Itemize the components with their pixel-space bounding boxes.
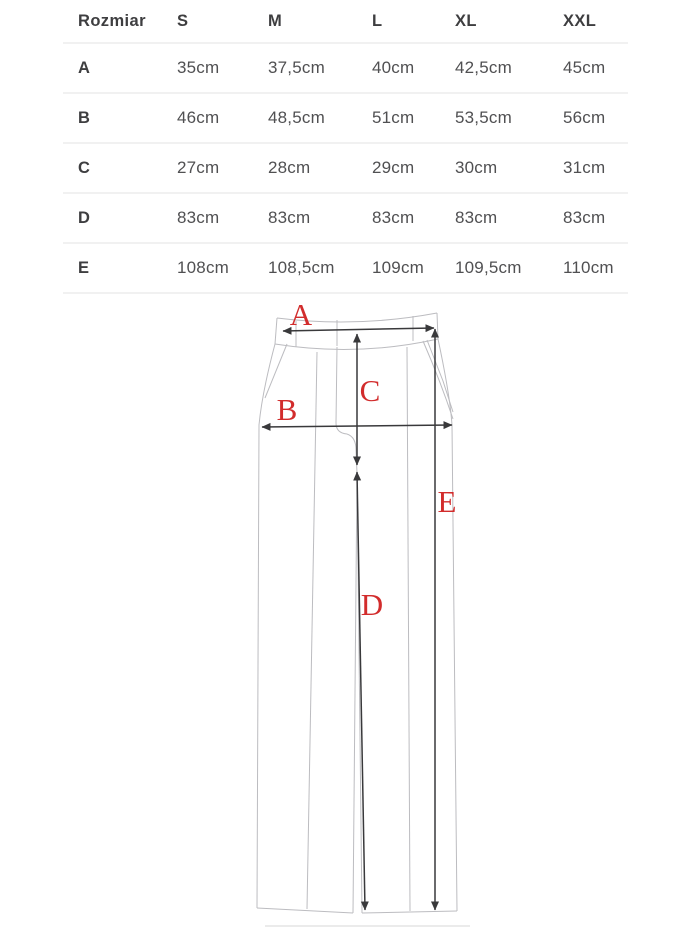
row-label: A [78,58,91,77]
size-table-row-d [63,194,628,244]
measurement-value: 83cm [563,208,606,227]
row-label: E [78,258,90,277]
size-table-header-l: L [372,11,383,30]
right-hem [362,911,457,913]
dimension-label-c: C [359,373,381,408]
size-table-header-xxl: XXL [563,11,597,30]
measurement-value: 83cm [455,208,498,227]
measurement-value: 35cm [177,58,220,77]
measurement-value: 45cm [563,58,606,77]
size-table-header-row [63,0,628,44]
dimension-label-d: D [360,587,384,622]
waistband-left-edge [275,318,277,344]
pants-technical-drawing [230,295,470,933]
measurement-value: 31cm [563,158,606,177]
left-side-seam [257,344,275,908]
size-table-row-e [63,244,628,294]
measurement-value: 29cm [372,158,415,177]
left-hem [257,908,353,913]
measurement-value: 108,5cm [268,258,335,277]
measurement-value: 56cm [563,108,606,127]
measurement-value: 40cm [372,58,415,77]
waistband-right-edge [437,313,438,339]
size-table-header-m: M [268,11,283,30]
measurement-value: 28cm [268,158,311,177]
measurement-value: 109,5cm [455,258,522,277]
measurement-value: 46cm [177,108,220,127]
dimension-label-b: B [276,392,298,427]
measurement-value: 83cm [177,208,220,227]
row-label: C [78,158,91,177]
crotch-seam [347,434,357,473]
measurement-value: 83cm [268,208,311,227]
measurement-value: 37,5cm [268,58,325,77]
fly-seam [336,347,347,434]
measurement-value: 27cm [177,158,220,177]
size-table-row-b [63,94,628,144]
size-table-body [63,44,628,294]
measurement-value: 51cm [372,108,415,127]
measurement-value: 109cm [372,258,425,277]
size-table-header-rozmiar: Rozmiar [78,11,146,30]
left-crease-line [307,352,317,909]
measurement-value: 83cm [372,208,415,227]
right-pocket-line [423,341,453,419]
row-label: D [78,208,91,227]
measurement-value: 48,5cm [268,108,325,127]
right-crease-line [407,347,410,911]
size-table-header-s: S [177,11,189,30]
size-table [63,0,628,294]
size-table-row-c [63,144,628,194]
pants-measurement-diagram [230,295,470,933]
measurement-value: 30cm [455,158,498,177]
size-table-row-a [63,44,628,94]
dimension-label-a: A [289,297,313,332]
measurement-value: 53,5cm [455,108,512,127]
measurement-value: 42,5cm [455,58,512,77]
measurement-value: 108cm [177,258,230,277]
left-inseam [353,473,357,913]
measurement-value: 110cm [563,258,614,277]
row-label: B [78,108,91,127]
dimension-label-e: E [437,484,457,519]
size-table-header-xl: XL [455,11,477,30]
